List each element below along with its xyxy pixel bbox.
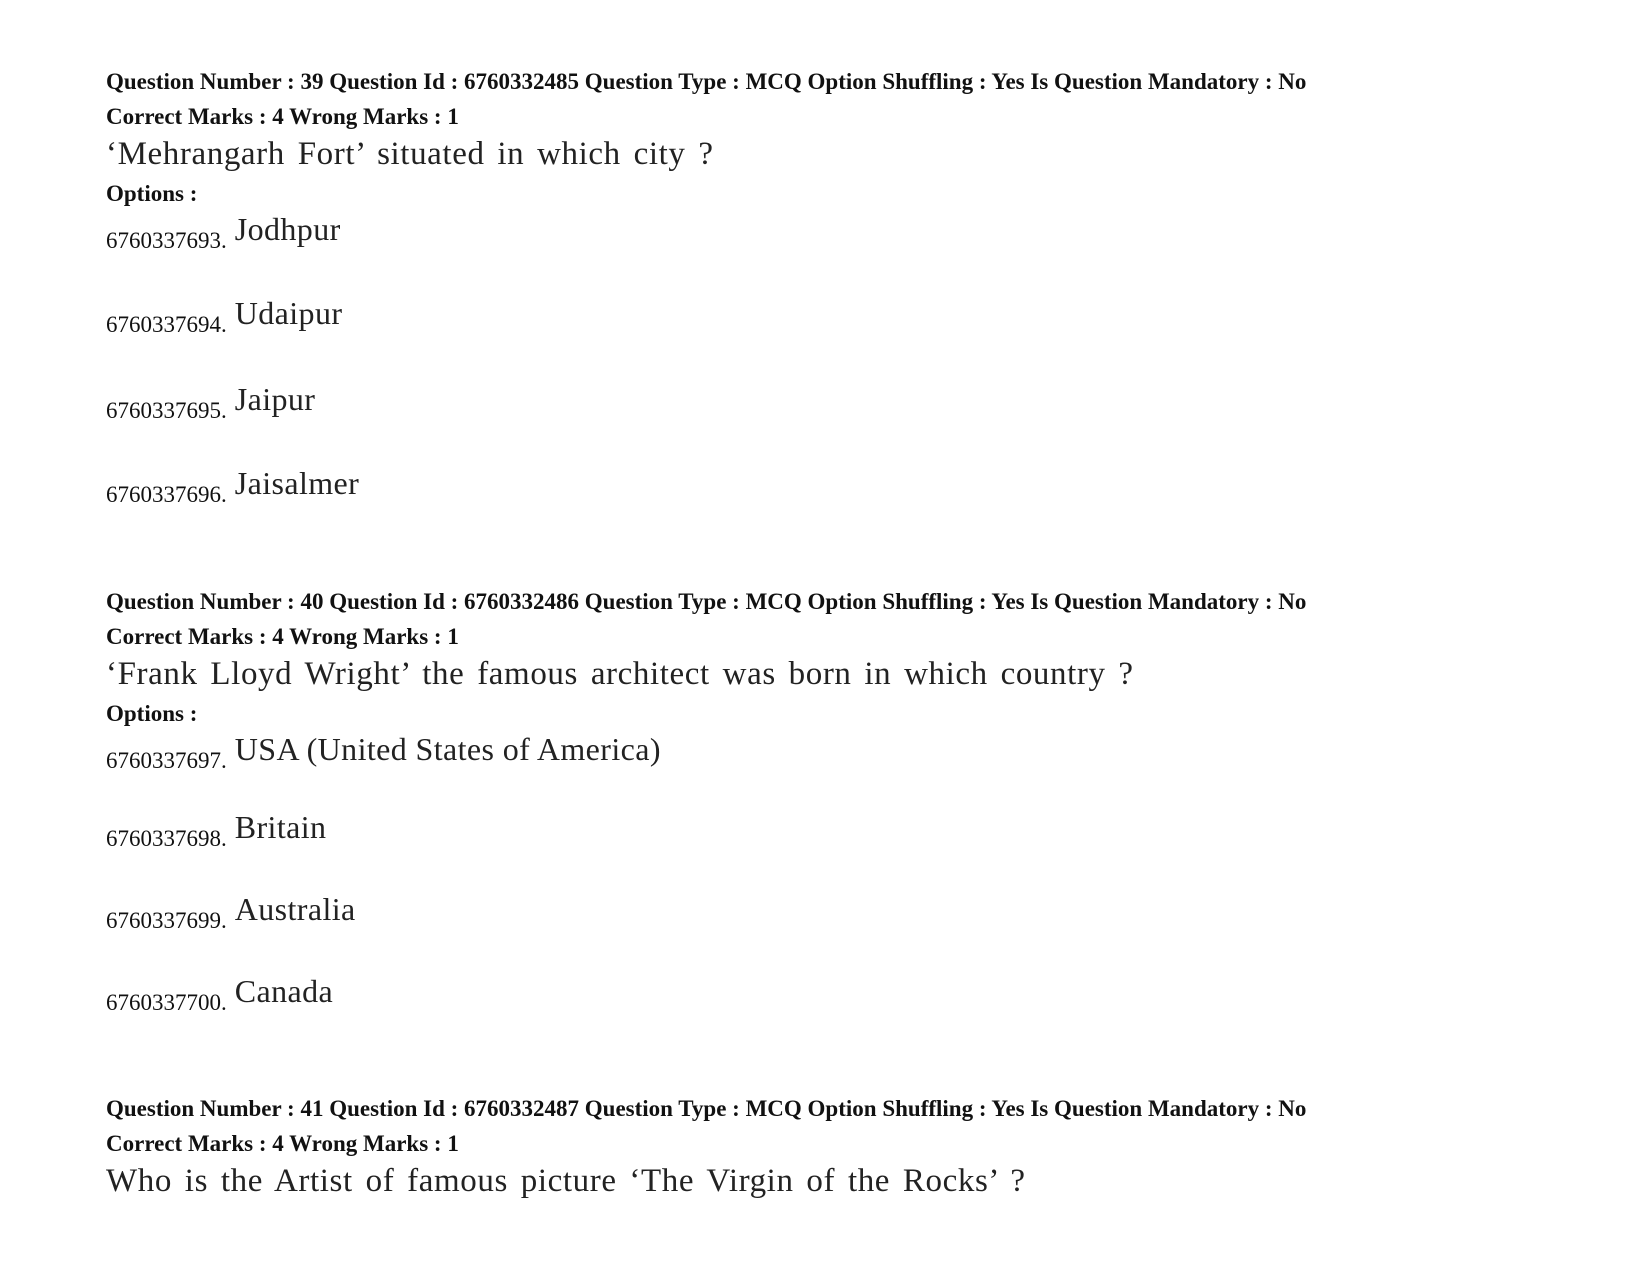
option-item [106, 731, 1586, 774]
option-text: Udaipur [234, 295, 343, 331]
option-item [106, 809, 1586, 852]
question-meta: Question Number : 41 Question Id : 6760332487 Question Type : MCQ Option Shuffling : Yes Is Question Mandatory : No [106, 1096, 1307, 1121]
question-text: ‘Mehrangarh Fort’ situated in which city ? [106, 136, 714, 172]
options-label: Options : [106, 181, 198, 206]
question-41 [106, 1091, 1586, 1201]
option-item [106, 465, 1586, 508]
option-item [106, 381, 1586, 424]
question-39 [106, 64, 1586, 508]
option-id: 6760337696. [106, 482, 227, 507]
option-id: 6760337699. [106, 908, 227, 933]
options-label: Options : [106, 701, 198, 726]
option-id: 6760337700. [106, 990, 227, 1015]
option-text: Jaisalmer [234, 465, 360, 501]
option-id: 6760337698. [106, 826, 227, 851]
question-text: Who is the Artist of famous picture ‘The Virgin of the Rocks’ ? [106, 1163, 1026, 1199]
option-id: 6760337695. [106, 398, 227, 423]
question-marks: Correct Marks : 4 Wrong Marks : 1 [106, 104, 459, 129]
option-text: Australia [234, 891, 356, 927]
option-id: 6760337694. [106, 312, 227, 337]
option-item [106, 973, 1586, 1016]
option-text: Jodhpur [234, 211, 341, 247]
question-marks: Correct Marks : 4 Wrong Marks : 1 [106, 1131, 459, 1156]
question-marks: Correct Marks : 4 Wrong Marks : 1 [106, 624, 459, 649]
option-text: Canada [234, 973, 334, 1009]
question-40 [106, 584, 1586, 1016]
option-item [106, 211, 1586, 254]
question-text: ‘Frank Lloyd Wright’ the famous architect was born in which country ? [106, 656, 1134, 692]
option-item [106, 891, 1586, 934]
option-text: USA (United States of America) [234, 731, 661, 767]
option-id: 6760337697. [106, 748, 227, 773]
question-meta: Question Number : 39 Question Id : 6760332485 Question Type : MCQ Option Shuffling : Yes Is Question Mandatory : No [106, 69, 1307, 94]
option-item [106, 295, 1586, 338]
option-id: 6760337693. [106, 228, 227, 253]
option-text: Britain [234, 809, 327, 845]
option-text: Jaipur [234, 381, 316, 417]
question-meta: Question Number : 40 Question Id : 6760332486 Question Type : MCQ Option Shuffling : Yes Is Question Mandatory : No [106, 589, 1307, 614]
